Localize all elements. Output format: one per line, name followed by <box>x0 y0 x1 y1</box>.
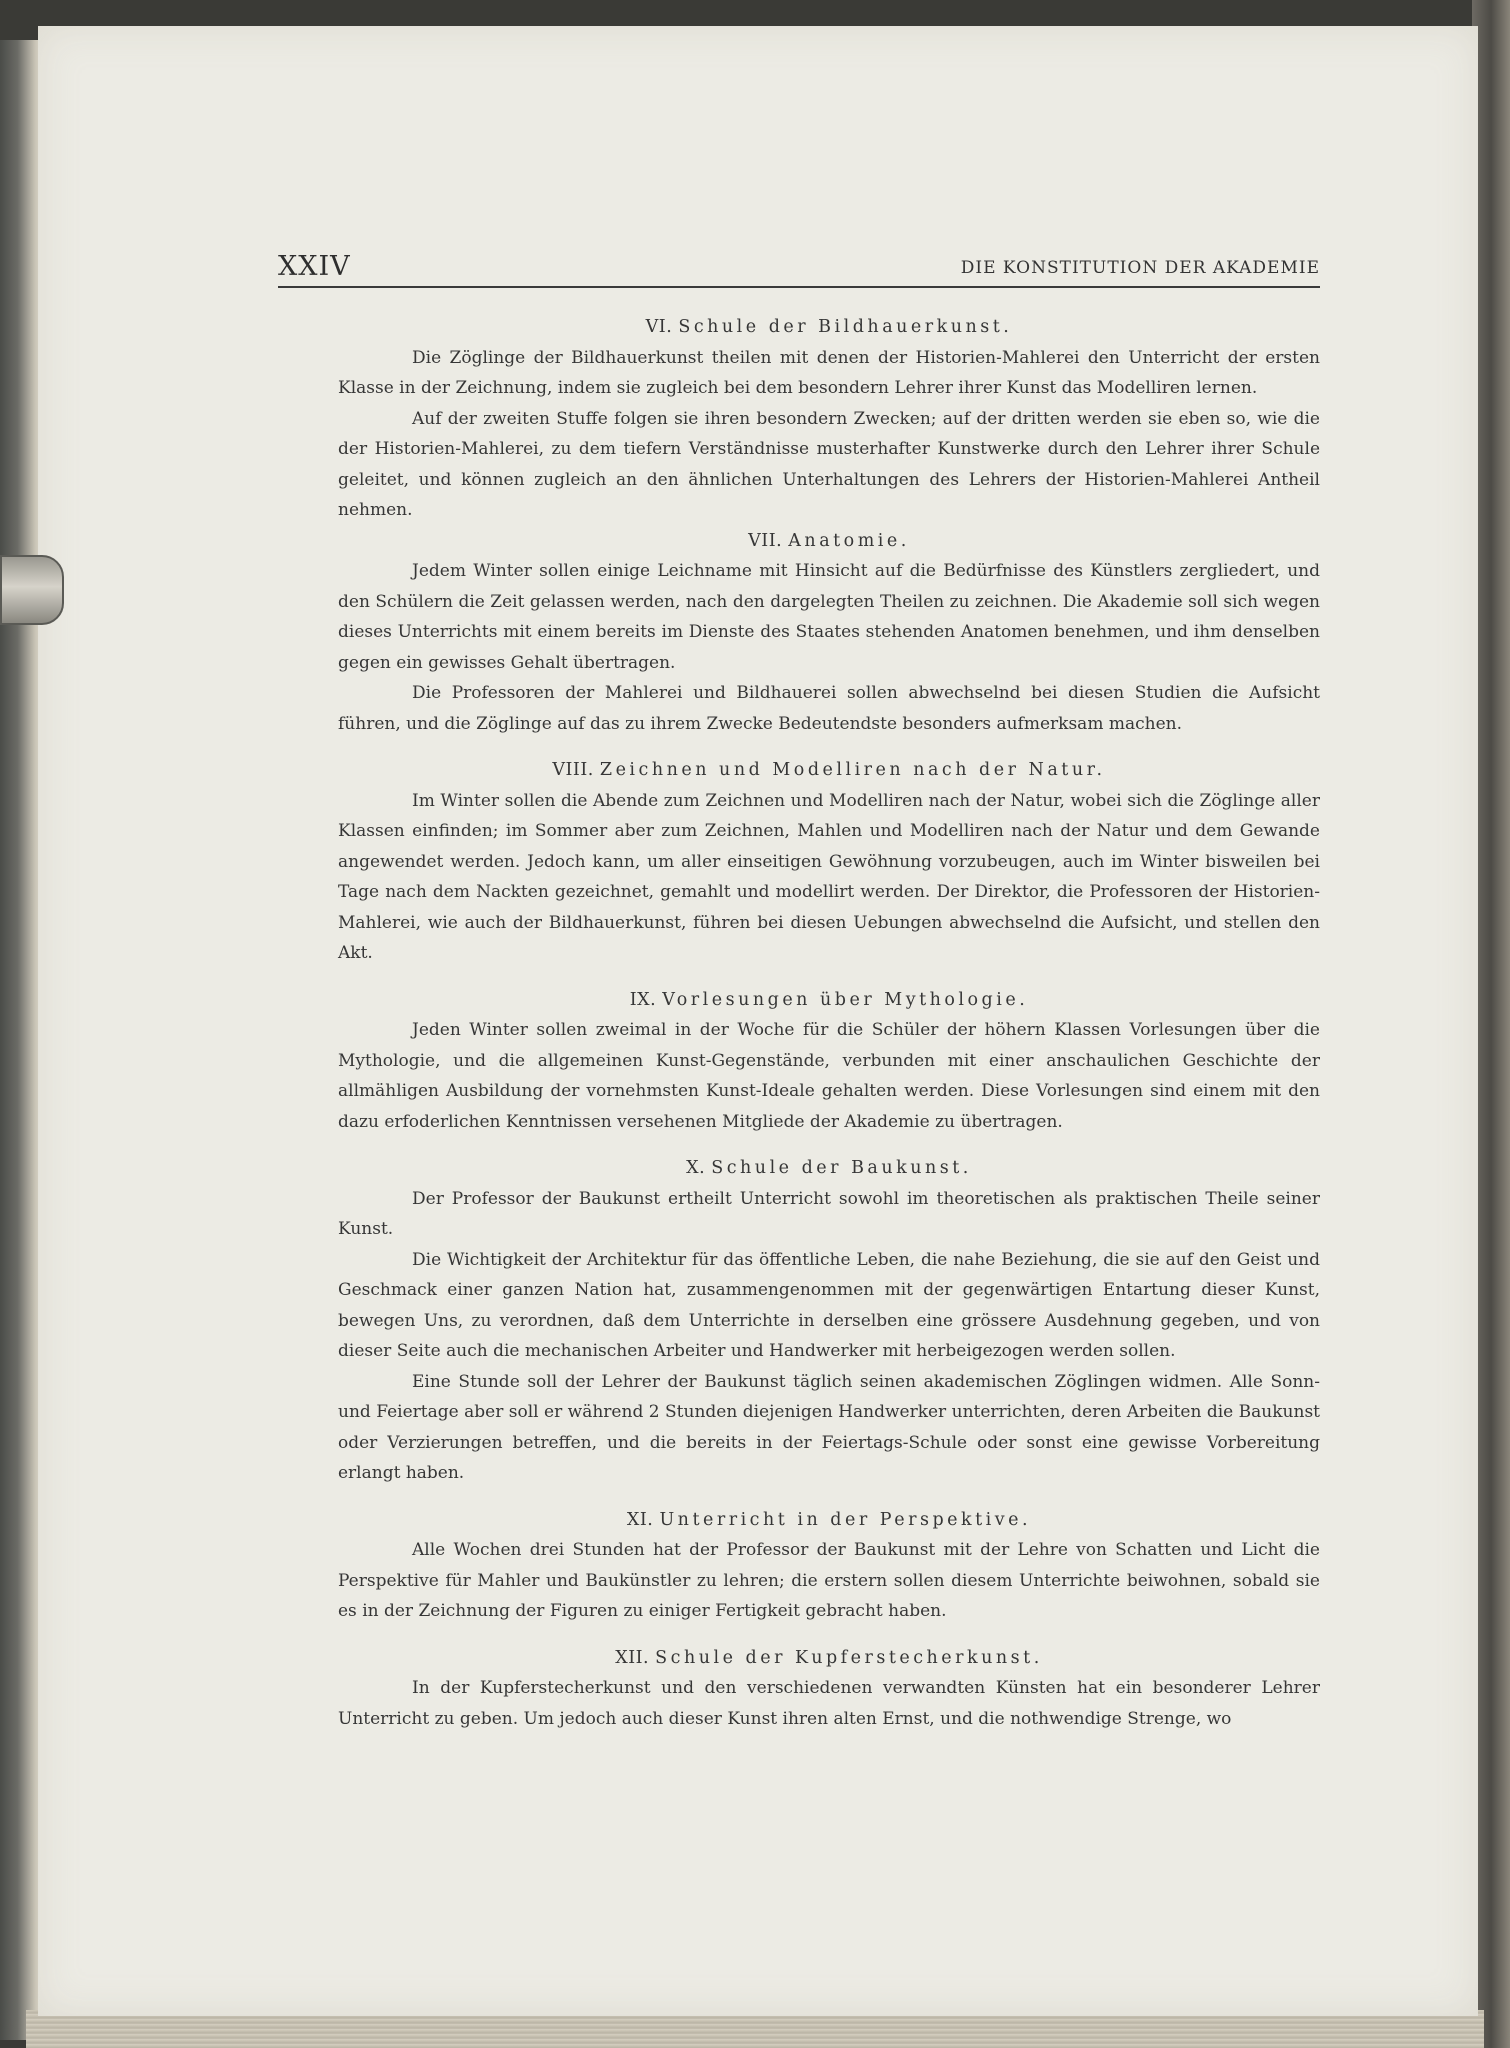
section-number: XI. <box>626 1509 654 1530</box>
section-title: Schule der Baukunst. <box>711 1158 972 1178</box>
section-heading <box>338 1153 1320 1184</box>
section-heading <box>338 755 1320 786</box>
section-title: Schule der Kupferstecherkunst. <box>655 1647 1043 1668</box>
paragraph: Die Wichtigkeit der Architektur für das öffentliche Leben, die nahe Beziehung, die sie auf den Geist und Geschmack einer ganzen Nation hat, zusammengenommen mit der gegenwärtigen Entartung dieser Kunst, bewegen Uns, zu verordnen, daß dem Unterrichte in derselben eine grössere Ausdehnung gegeben, und von dieser Seite auch die mechanischen Arbeiter und Handwerker mit herbeigezogen werden sollen. <box>338 1249 1320 1361</box>
section-number: X. <box>686 1158 706 1178</box>
page-header <box>278 230 1320 288</box>
page-number: XXIV <box>278 251 351 282</box>
paragraph: Die Professoren der Mahlerei und Bildhauerei sollen abwechselnd bei diesen Studien die Aufsicht führen, und die Zöglinge auf das zu ihrem Zwecke Bedeutendste besonders aufmerksam machen. <box>338 683 1320 734</box>
paragraph: Der Professor der Baukunst ertheilt Unterricht sowohl im theoretischen als praktischen Theile seiner Kunst. <box>338 1188 1320 1239</box>
section-title: Zeichnen und Modelliren nach der Natur. <box>599 760 1106 780</box>
section-title: Schule der Bildhauerkunst. <box>678 317 1013 337</box>
section-number: VI. <box>645 317 673 337</box>
paragraph: Im Winter sollen die Abende zum Zeichnen und Modelliren nach der Natur, wobei sich die Zöglinge aller Klassen einfinden; im Sommer aber zum Zeichnen, Mahlen und Modelliren nach der Natur und dem Gewande angewendet werden. Jedoch kann, um aller einseitigen Gewöhnung vorzubeugen, auch im Winter bisweilen bei Tage nach dem Nackten gezeichnet, gemahlt und modellirt werden. Der Direktor, die Professoren der Historien-Mahlerei, wie auch der Bildhauerkunst, führen bei diesen Uebungen abwechselnd die Aufsicht, und stellen den Akt. <box>338 790 1320 963</box>
section-number: XII. <box>615 1647 650 1668</box>
paragraph: Die Zöglinge der Bildhauerkunst theilen mit denen der Historien-Mahlerei den Unterricht der ersten Klasse in der Zeichnung, indem sie zugleich bei dem besondern Lehrer ihrer Kunst das Modelliren lernen. <box>338 347 1320 398</box>
section-number: VIII. <box>552 760 594 780</box>
paragraph: Jedem Winter sollen einige Leichname mit Hinsicht auf die Bedürfnisse des Künstlers zergliedert, und den Schülern die Zeit gelassen werden, nach den dargelegten Theilen zu zeichnen. Die Akademie soll sich wegen dieses Unterrichts mit einem bereits im Dienste des Staates stehenden Anatomen benehmen, und ihm denselben gegen ein gewisses Gehalt übertragen. <box>338 561 1320 673</box>
running-title: DIE KONSTITUTION DER AKADEMIE <box>960 258 1320 278</box>
section-number: IX. <box>629 989 657 1010</box>
paragraph: Eine Stunde soll der Lehrer der Baukunst täglich seinen akademischen Zöglingen widmen. Alle Sonn- und Feiertage aber soll er während 2 Stunden diejenigen Handwerker unterrichten, deren Arbeiten die Baukunst oder Verzierungen betreffen, und die bereits in der Feiertags-Schule oder sonst eine gewisse Vorbereitung erlangt haben. <box>338 1371 1320 1483</box>
section-title: Unterricht in der Perspektive. <box>659 1509 1032 1530</box>
section-heading <box>338 526 1320 557</box>
section-heading <box>338 312 1320 343</box>
paragraph: In der Kupferstecherkunst und den verschiedenen verwandten Künsten hat ein besonderer Lehrer Unterricht zu geben. Um jedoch auch dieser Kunst ihren alten Ernst, und die nothwendige Strenge, wo <box>338 1678 1320 1729</box>
section-title: Vorlesungen über Mythologie. <box>662 989 1029 1010</box>
section-number: VII. <box>748 530 783 551</box>
bookmark-clip <box>0 555 64 625</box>
paragraph: Auf der zweiten Stuffe folgen sie ihren besondern Zwecken; auf der dritten werden sie eben so, wie die der Historien-Mahlerei, zu dem tiefern Verständnisse musterhafter Kunstwerke durch den Lehrer ihrer Schule geleitet, und können zugleich an den ähnlichen Unterhaltungen des Lehrers der Historien-Mahlerei Antheil nehmen. <box>338 408 1320 520</box>
section-heading <box>338 985 1320 1016</box>
section-heading <box>338 1643 1320 1674</box>
paragraph: Jeden Winter sollen zweimal in der Woche für die Schüler der höhern Klassen Vorlesungen über die Mythologie, und die allgemeinen Kunst-Gegenstände, verbunden mit einer anschaulichen Geschichte der allmähligen Ausbildung der vornehmsten Kunst-Ideale gehalten werden. Diese Vorlesungen sind einem mit den dazu erfoderlichen Kenntnissen versehenen Mitgliede der Akademie zu übertragen. <box>338 1020 1320 1132</box>
paragraph: Alle Wochen drei Stunden hat der Professor der Baukunst mit der Lehre von Schatten und Licht die Perspektive für Mahler und Baukünstler zu lehren; die erstern sollen diesem Unterrichte beiwohnen, sobald sie es in der Zeichnung der Figuren zu einiger Fertigkeit gebracht haben. <box>338 1540 1320 1621</box>
section-heading <box>338 1505 1320 1536</box>
section-title: Anatomie. <box>788 530 910 551</box>
page-content <box>338 312 1320 1734</box>
